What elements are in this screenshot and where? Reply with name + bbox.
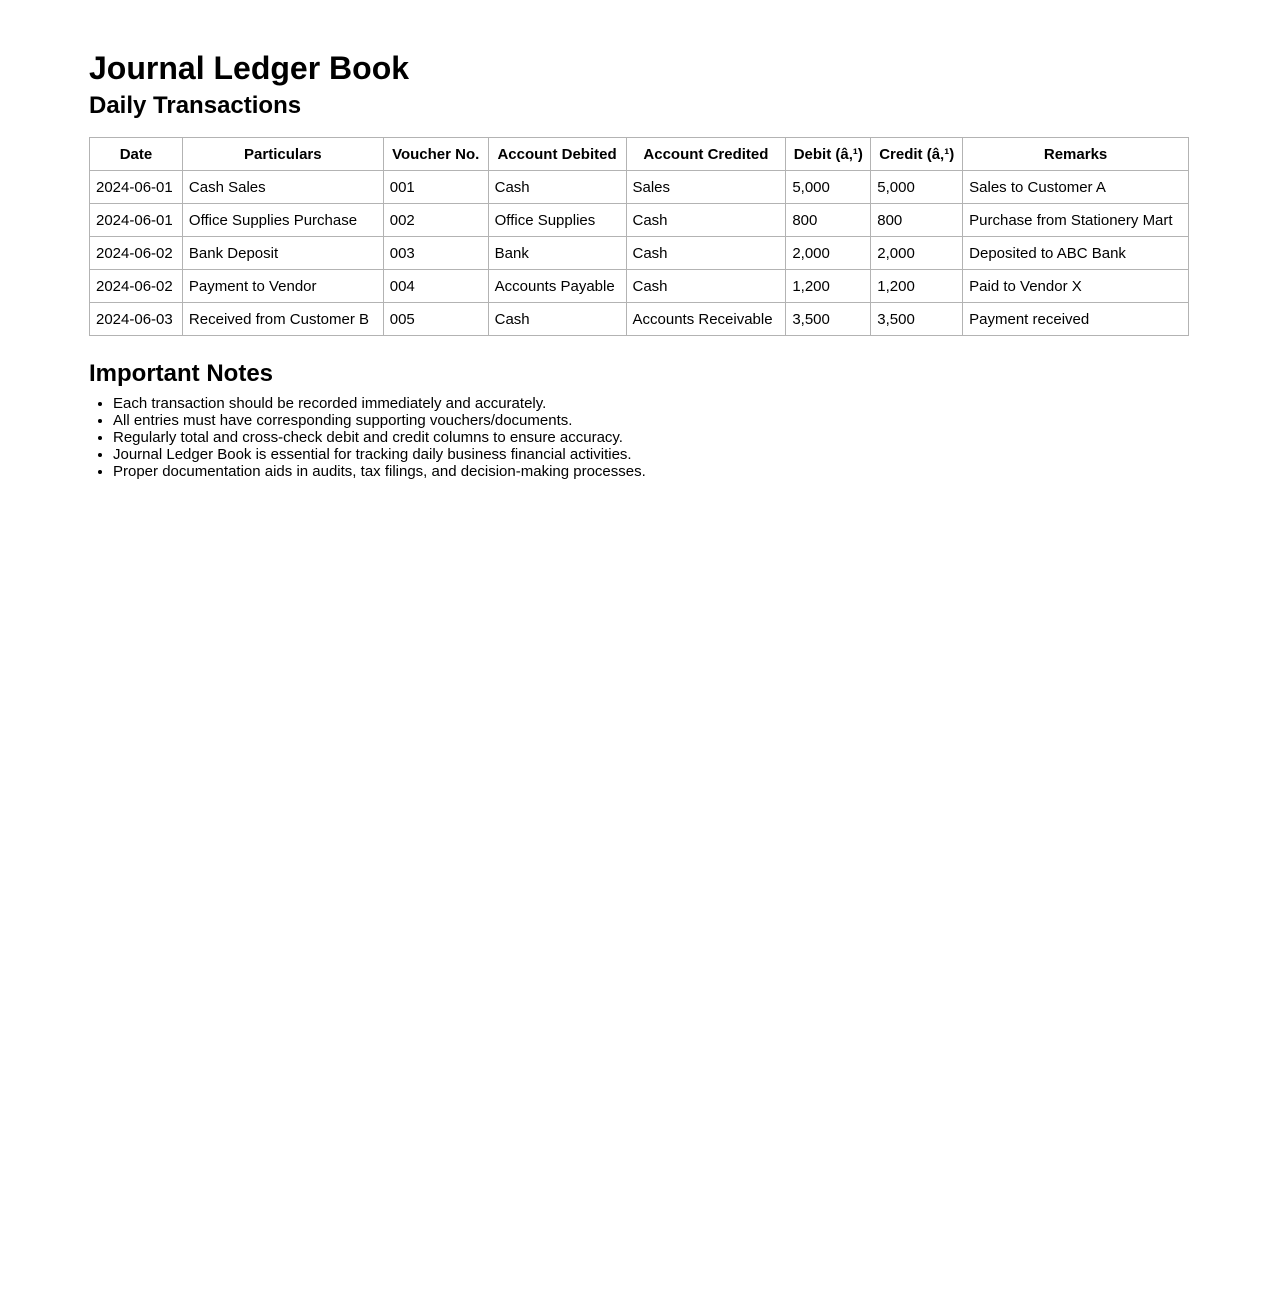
section-title-important-notes: Important Notes (89, 360, 274, 387)
column-header-credit: Credit (â‚¹) (871, 138, 963, 171)
cell-account-credited: Cash (626, 270, 786, 303)
cell-credit: 2,000 (871, 237, 963, 270)
cell-date: 2024-06-03 (90, 303, 183, 336)
cell-particulars: Office Supplies Purchase (182, 204, 383, 237)
cell-account-debited: Cash (488, 303, 626, 336)
cell-remarks: Purchase from Stationery Mart (963, 204, 1189, 237)
notes-list (89, 395, 1189, 480)
page-title: Journal Ledger Book (89, 50, 410, 86)
table-row (90, 237, 1189, 270)
column-header-date: Date (90, 138, 183, 171)
cell-date: 2024-06-01 (90, 171, 183, 204)
cell-date: 2024-06-01 (90, 204, 183, 237)
column-header-remarks: Remarks (963, 138, 1189, 171)
list-item: • Proper documentation aids in audits, tax filings, and decision-making processes. (113, 463, 1189, 480)
document (89, 48, 1189, 480)
cell-credit: 5,000 (871, 171, 963, 204)
cell-particulars: Received from Customer B (182, 303, 383, 336)
cell-account-debited: Cash (488, 171, 626, 204)
cell-debit: 2,000 (786, 237, 871, 270)
cell-particulars: Cash Sales (182, 171, 383, 204)
cell-debit: 800 (786, 204, 871, 237)
column-header-voucher-no: Voucher No. (383, 138, 488, 171)
cell-date: 2024-06-02 (90, 270, 183, 303)
cell-particulars: Bank Deposit (182, 237, 383, 270)
list-item: • Each transaction should be recorded immediately and accurately. (113, 395, 1189, 412)
column-header-account-debited: Account Debited (488, 138, 626, 171)
cell-remarks: Paid to Vendor X (963, 270, 1189, 303)
cell-account-debited: Accounts Payable (488, 270, 626, 303)
cell-account-debited: Office Supplies (488, 204, 626, 237)
cell-credit: 3,500 (871, 303, 963, 336)
cell-remarks: Deposited to ABC Bank (963, 237, 1189, 270)
list-item: • All entries must have corresponding supporting vouchers/documents. (113, 412, 1189, 429)
list-item: • Journal Ledger Book is essential for tracking daily business financial activities. (113, 446, 1189, 463)
cell-particulars: Payment to Vendor (182, 270, 383, 303)
cell-remarks: Payment received (963, 303, 1189, 336)
cell-credit: 1,200 (871, 270, 963, 303)
table-row (90, 303, 1189, 336)
cell-remarks: Sales to Customer A (963, 171, 1189, 204)
table-row (90, 204, 1189, 237)
list-item: • Regularly total and cross-check debit and credit columns to ensure accuracy. (113, 429, 1189, 446)
column-header-particulars: Particulars (182, 138, 383, 171)
cell-account-credited: Sales (626, 171, 786, 204)
cell-credit: 800 (871, 204, 963, 237)
cell-debit: 5,000 (786, 171, 871, 204)
cell-account-debited: Bank (488, 237, 626, 270)
cell-voucher-no: 003 (383, 237, 488, 270)
cell-voucher-no: 001 (383, 171, 488, 204)
column-header-debit: Debit (â‚¹) (786, 138, 871, 171)
ledger-table (89, 137, 1189, 336)
cell-debit: 1,200 (786, 270, 871, 303)
cell-voucher-no: 002 (383, 204, 488, 237)
cell-account-credited: Accounts Receivable (626, 303, 786, 336)
cell-voucher-no: 004 (383, 270, 488, 303)
column-header-account-credited: Account Credited (626, 138, 786, 171)
table-row (90, 270, 1189, 303)
table-row (90, 171, 1189, 204)
section-title-daily-transactions: Daily Transactions (89, 92, 302, 119)
cell-date: 2024-06-02 (90, 237, 183, 270)
cell-account-credited: Cash (626, 204, 786, 237)
cell-account-credited: Cash (626, 237, 786, 270)
cell-voucher-no: 005 (383, 303, 488, 336)
table-header-row (90, 138, 1189, 171)
cell-debit: 3,500 (786, 303, 871, 336)
